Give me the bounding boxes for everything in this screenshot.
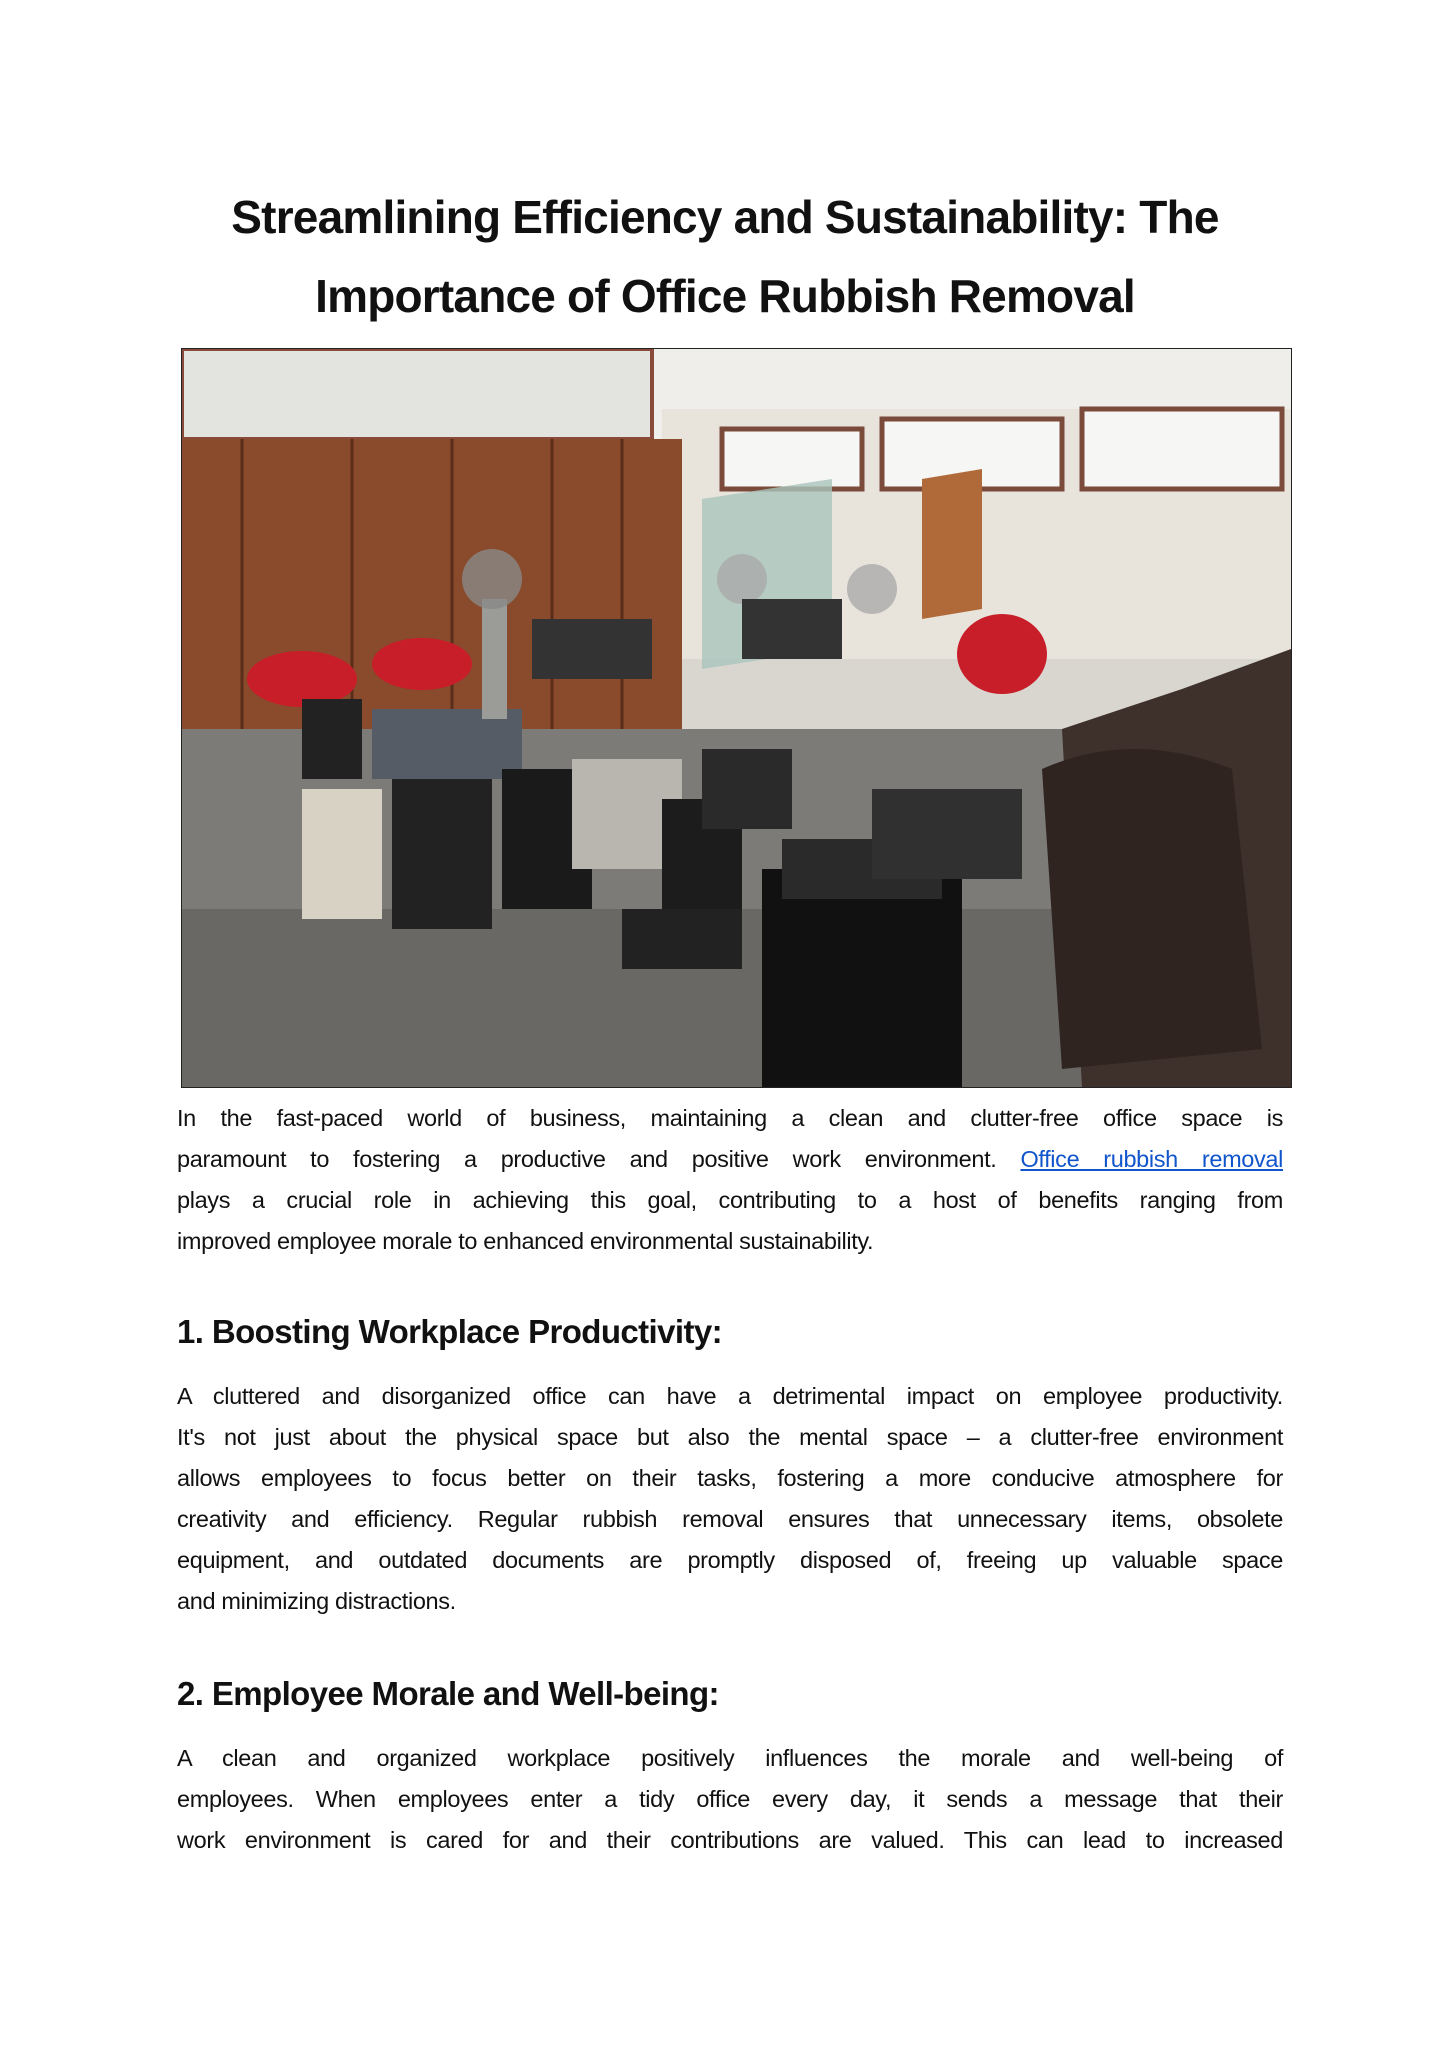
intro-line: improved employee morale to enhanced environmental sustainability. <box>177 1228 874 1254</box>
paragraph-line: work environment is cared for and their contributions are valued. This can lead to increased <box>177 1827 1283 1853</box>
office-rubbish-removal-link[interactable]: Office rubbish removal <box>1020 1146 1284 1172</box>
title-line-2: Importance of Office Rubbish Removal <box>315 270 1135 322</box>
intro-line: In the fast-paced world of business, maintaining a clean and clutter-free office space is <box>177 1105 1283 1131</box>
paragraph-line: It's not just about the physical space but also the mental space – a clutter-free environment <box>177 1424 1283 1450</box>
section-heading-morale: 2. Employee Morale and Well-being: <box>177 1675 719 1712</box>
intro-line <box>177 1139 1283 1180</box>
paragraph-line: A cluttered and disorganized office can have a detrimental impact on employee productivity. <box>177 1383 1283 1409</box>
intro-line: plays a crucial role in achieving this goal, contributing to a host of benefits ranging from <box>177 1187 1283 1213</box>
paragraph-line: A clean and organized workplace positively influences the morale and well-being of <box>177 1745 1283 1771</box>
intro-line-text: paramount to fostering a productive and positive work environment. <box>177 1146 1021 1172</box>
morale-paragraph <box>177 1738 1283 1861</box>
office-clutter-photo <box>181 348 1292 1088</box>
paragraph-line: and minimizing distractions. <box>177 1588 456 1614</box>
title-line-1: Streamlining Efficiency and Sustainability: The <box>231 191 1219 243</box>
paragraph-line: employees. When employees enter a tidy office every day, it sends a message that their <box>177 1786 1283 1812</box>
paragraph-line: allows employees to focus better on their tasks, fostering a more conducive atmosphere for <box>177 1465 1283 1491</box>
photo-illustration <box>182 349 1291 1087</box>
paragraph-line: creativity and efficiency. Regular rubbish removal ensures that unnecessary items, obsolete <box>177 1506 1283 1532</box>
paragraph-line: equipment, and outdated documents are promptly disposed of, freeing up valuable space <box>177 1547 1283 1573</box>
section-heading-productivity: 1. Boosting Workplace Productivity: <box>177 1313 722 1350</box>
intro-paragraph <box>177 1098 1283 1262</box>
productivity-paragraph <box>177 1376 1283 1622</box>
page-title <box>120 178 1330 336</box>
